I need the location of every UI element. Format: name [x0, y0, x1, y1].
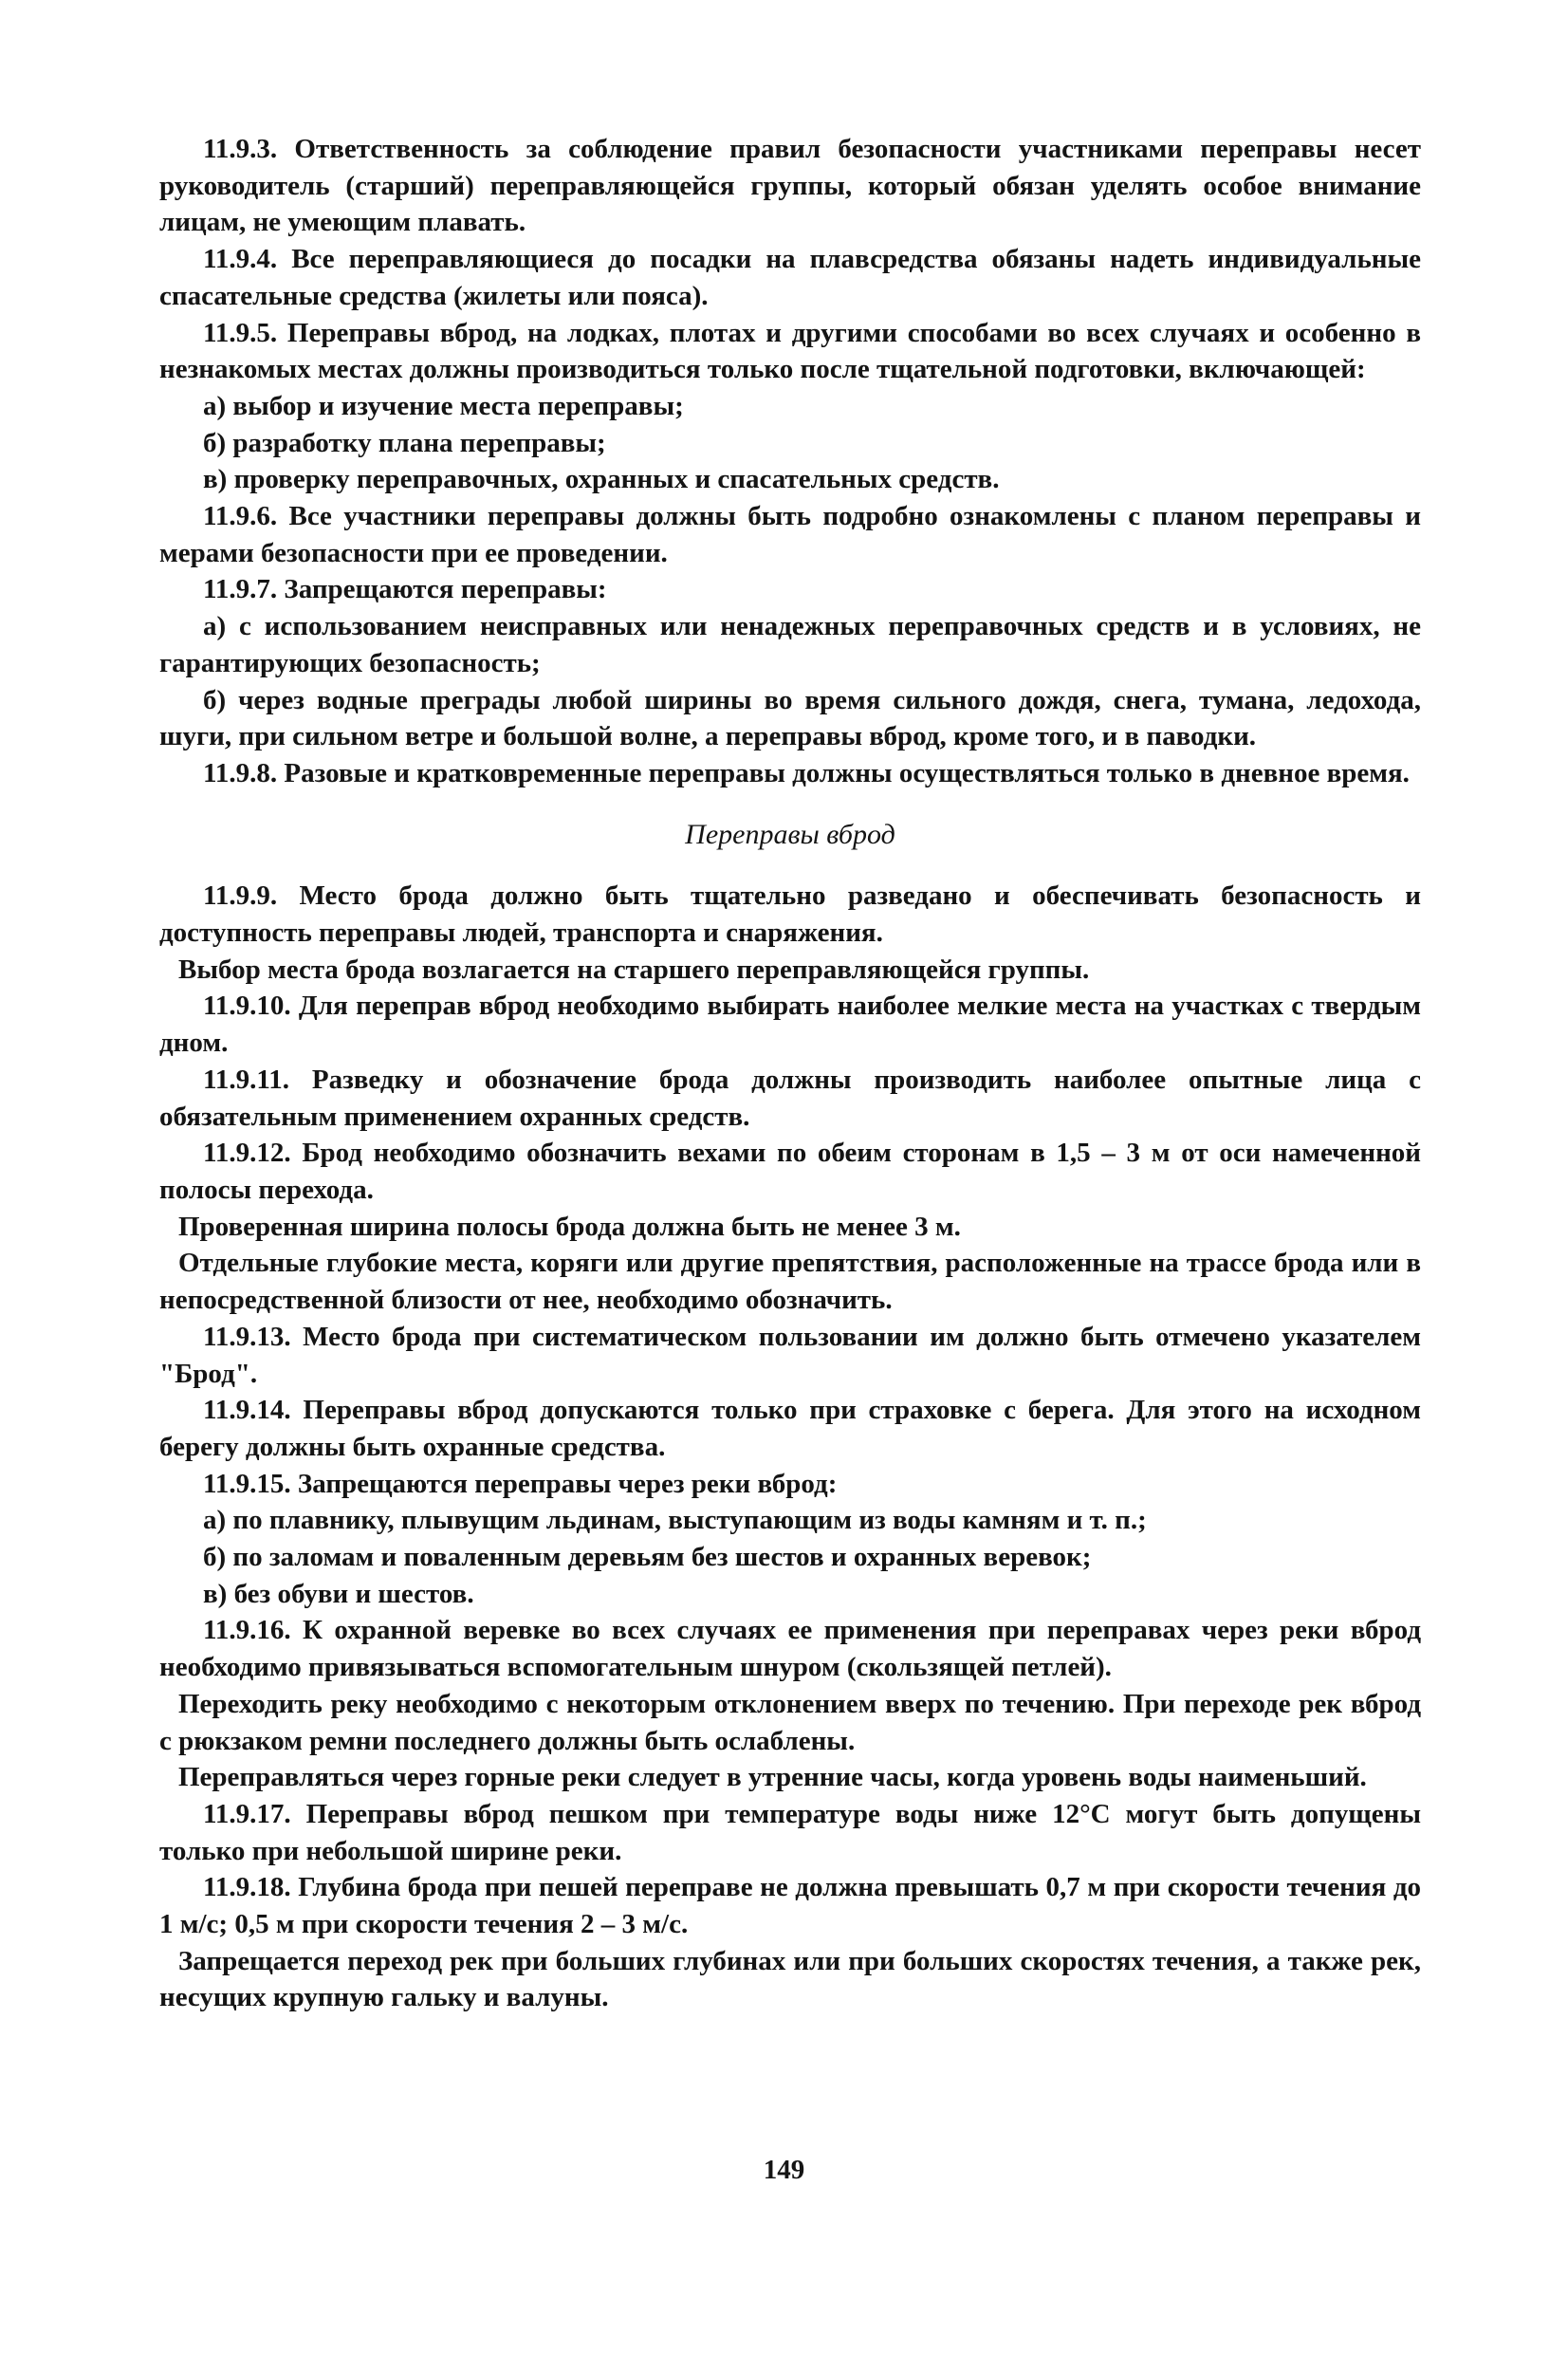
paragraph-11-9-11: 11.9.11. Разведку и обозначение брода должны производить наиболее опытные лица с обязательным применением охранных средств. [159, 1064, 1421, 1132]
list-item-v: в) без обуви и шестов. [203, 1578, 474, 1609]
paragraph: Переправляться через горные реки следует в утренние часы, когда уровень воды наименьший. [178, 1762, 1367, 1793]
paragraph: Проверенная ширина полосы брода должна быть не менее 3 м. [178, 1211, 961, 1242]
list-item-a: а) с использованием неисправных или ненадежных переправочных средств и в условиях, не гарантирующих безопасность; [159, 611, 1421, 678]
paragraph: Отдельные глубокие места, коряги или другие препятствия, расположенные на трассе брода или в непосредственной близости от нее, необходимо обозначить. [159, 1248, 1421, 1316]
paragraph: Переходить реку необходимо с некоторым отклонением вверх по течению. При переходе рек вброд с рюкзаком ремни последнего должны быть ослаблены. [159, 1688, 1421, 1756]
list-item-b: б) разработку плана переправы; [203, 427, 606, 458]
paragraph-11-9-3: 11.9.3. Ответственность за соблюдение правил безопасности участниками переправы несет руководитель (старший) переправляющейся группы, который обязан уделять особое внимание лицам, не умеющим плавать. [159, 134, 1421, 238]
paragraph-11-9-10: 11.9.10. Для переправ вброд необходимо выбирать наиболее мелкие места на участках с твердым дном. [159, 991, 1421, 1059]
paragraph-11-9-9: 11.9.9. Место брода должно быть тщательно разведано и обеспечивать безопасность и доступность переправы людей, транспорта и снаряжения. [159, 880, 1421, 949]
paragraph-11-9-8: 11.9.8. Разовые и кратковременные переправы должны осуществляться только в дневное время. [203, 757, 1410, 788]
list-item-v: в) проверку переправочных, охранных и спасательных средств. [203, 464, 1000, 495]
list-item-a: а) выбор и изучение места переправы; [203, 390, 684, 421]
list-item-b: б) по заломам и поваленным деревьям без шестов и охранных веревок; [203, 1542, 1092, 1573]
paragraph-11-9-17: 11.9.17. Переправы вброд пешком при температуре воды ниже 12°С могут быть допущены только при небольшой ширине реки. [159, 1798, 1421, 1866]
paragraph-11-9-12: 11.9.12. Брод необходимо обозначить вехами по обеим сторонам в 1,5 – 3 м от оси намеченной полосы перехода. [159, 1138, 1421, 1205]
list-item-a: а) по плавнику, плывущим льдинам, выступающим из воды камням и т. п.; [203, 1505, 1147, 1536]
paragraph-11-9-5: 11.9.5. Переправы вброд, на лодках, плотах и другими способами во всех случаях и особенно в незнакомых местах должны производиться только после тщательной подготовки, включающей: [159, 317, 1421, 385]
paragraph-11-9-6: 11.9.6. Все участники переправы должны быть подробно ознакомлены с планом переправы и мерами безопасности при ее проведении. [159, 501, 1421, 568]
paragraph-11-9-16: 11.9.16. К охранной веревке во всех случаях ее применения при переправах через реки вброд необходимо привязываться вспомогательным шнуром (скользящей петлей). [159, 1615, 1421, 1683]
list-item-b: б) через водные преграды любой ширины во время сильного дождя, снега, тумана, ледохода, шуги, при сильном ветре и большой волне, а переправы вброд, кроме того, и в паводки. [159, 684, 1421, 752]
paragraph-11-9-4: 11.9.4. Все переправляющиеся до посадки на плавсредства обязаны надеть индивидуальные спасательные средства (жилеты или пояса). [159, 244, 1421, 311]
page-number: 149 [763, 2155, 805, 2185]
paragraph-11-9-13: 11.9.13. Место брода при систематическом пользовании им должно быть отмечено указателем "Брод". [159, 1321, 1421, 1389]
paragraph: Запрещается переход рек при больших глубинах или при больших скоростях течения, а также рек, несущих крупную гальку и валуны. [159, 1945, 1421, 2013]
paragraph-11-9-15: 11.9.15. Запрещаются переправы через реки вброд: [203, 1468, 838, 1499]
paragraph-11-9-14: 11.9.14. Переправы вброд допускаются только при страховке с берега. Для этого на исходном берегу должны быть охранные средства. [159, 1395, 1421, 1462]
paragraph-11-9-7: 11.9.7. Запрещаются переправы: [203, 574, 607, 605]
section-heading: Переправы вброд [685, 818, 895, 850]
paragraph: Выбор места брода возлагается на старшего переправляющейся группы. [178, 954, 1090, 985]
paragraph-11-9-18: 11.9.18. Глубина брода при пешей переправе не должна превышать 0,7 м при скорости течения до 1 м/с; 0,5 м при скорости течения 2 – 3 м/с. [159, 1872, 1421, 1940]
